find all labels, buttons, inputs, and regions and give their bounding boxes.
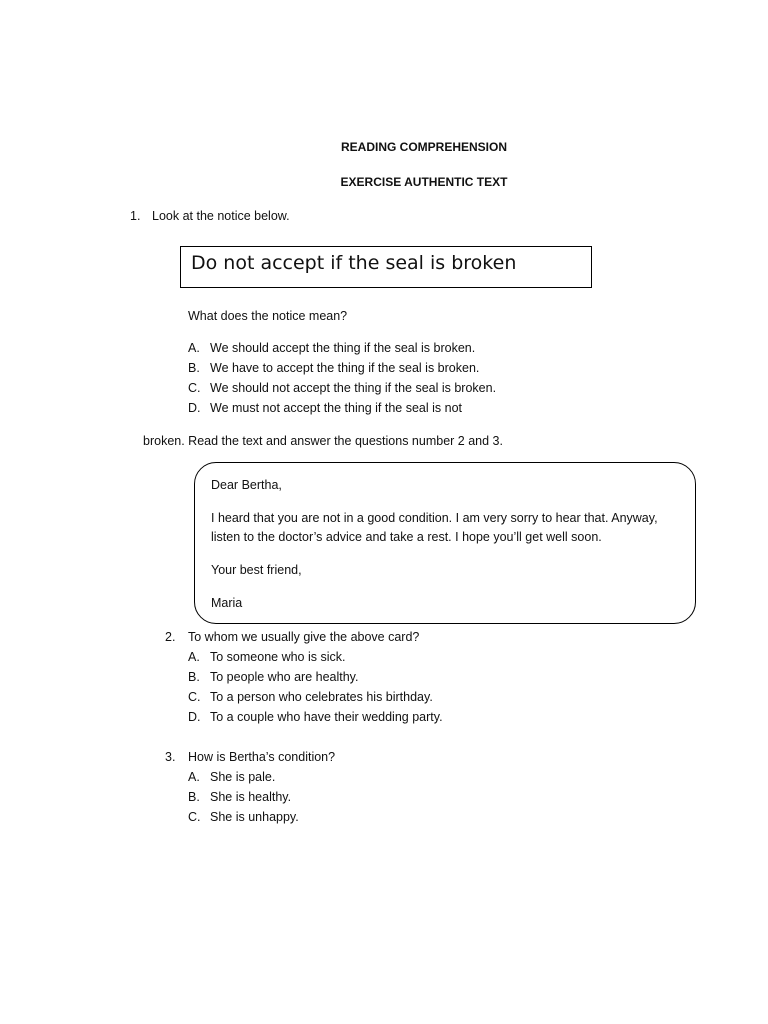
option-text: We must not accept the thing if the seal is not: [210, 401, 462, 415]
letter-greeting: Dear Bertha,: [211, 478, 282, 492]
q3-number: 3.: [165, 750, 176, 764]
q1-number: 1.: [130, 209, 141, 223]
q1-question: What does the notice mean?: [188, 309, 348, 323]
option-letter: B.: [188, 790, 200, 804]
option-text: To a couple who have their wedding party.: [210, 710, 443, 724]
option-letter: C.: [188, 381, 201, 395]
letter-body-line2: listen to the doctor’s advice and take a rest. I hope you’ll get well soon.: [211, 530, 602, 544]
option-letter: A.: [188, 341, 200, 355]
notice-text: Do not accept if the seal is broken: [191, 252, 517, 274]
option-letter: C.: [188, 690, 201, 704]
page-subtitle: EXERCISE AUTHENTIC TEXT: [340, 175, 508, 189]
option-text: We have to accept the thing if the seal is broken.: [210, 361, 480, 375]
option-text: She is healthy.: [210, 790, 292, 804]
letter-signature: Maria: [211, 596, 243, 610]
letter-card: [194, 462, 696, 624]
q2-question: To whom we usually give the above card?: [188, 630, 420, 644]
option-letter: A.: [188, 650, 200, 664]
option-text: We should not accept the thing if the seal is broken.: [210, 381, 497, 395]
option-text: She is pale.: [210, 770, 276, 784]
option-text: To people who are healthy.: [210, 670, 359, 684]
option-text: To a person who celebrates his birthday.: [210, 690, 433, 704]
page-title: READING COMPREHENSION: [340, 140, 507, 154]
option-letter: B.: [188, 361, 200, 375]
option-letter: D.: [188, 710, 201, 724]
q3-question: How is Bertha’s condition?: [188, 750, 336, 764]
notice-box: [180, 246, 592, 288]
option-text: She is unhappy.: [210, 810, 299, 824]
option-text: We should accept the thing if the seal is broken.: [210, 341, 476, 355]
option-letter: A.: [188, 770, 200, 784]
option-letter: C.: [188, 810, 201, 824]
option-text: To someone who is sick.: [210, 650, 346, 664]
letter-body-line1: I heard that you are not in a good condition. I am very sorry to hear that. Anyway,: [211, 511, 658, 525]
q2-number: 2.: [165, 630, 176, 644]
letter-closing: Your best friend,: [211, 563, 302, 577]
q1-text: Look at the notice below.: [152, 209, 290, 223]
option-letter: B.: [188, 670, 200, 684]
q1-continuation: broken. Read the text and answer the questions number 2 and 3.: [143, 434, 503, 448]
option-letter: D.: [188, 401, 201, 415]
